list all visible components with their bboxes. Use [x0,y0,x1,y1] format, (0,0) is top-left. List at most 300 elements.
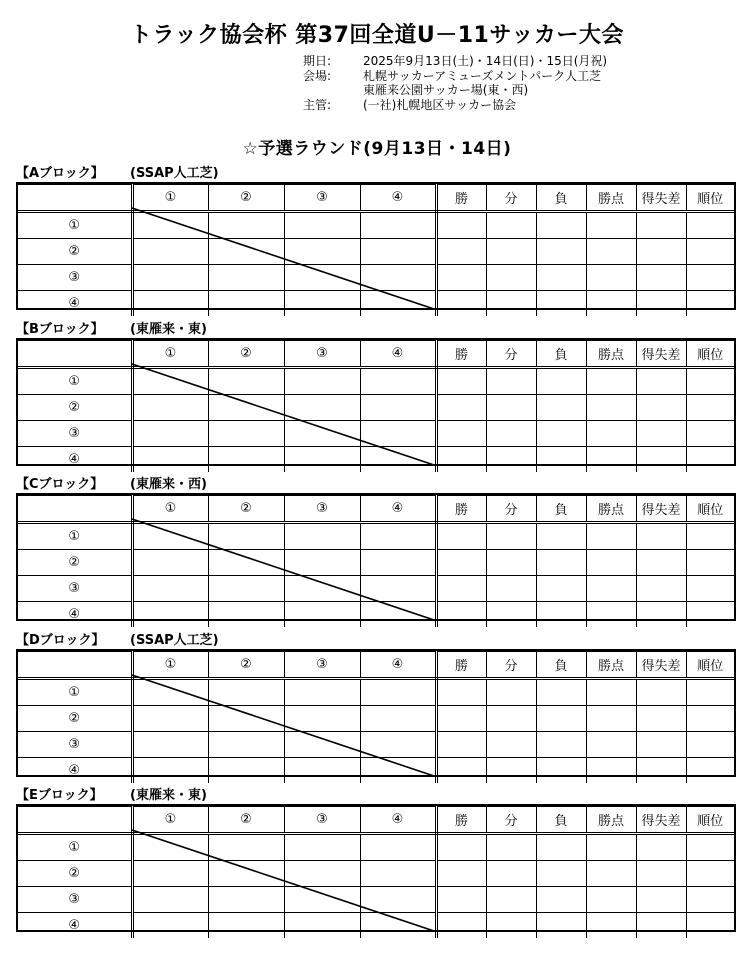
block-header [16,473,207,491]
table-row [18,913,734,939]
match-cell[interactable] [360,212,436,239]
stat-cell[interactable] [636,395,686,421]
team-column-header: ② [208,496,284,523]
match-cell[interactable] [360,887,436,913]
stat-cell[interactable] [586,291,636,317]
stat-cell[interactable] [536,368,586,395]
match-cell[interactable] [284,212,360,239]
match-cell[interactable] [208,706,284,732]
match-cell[interactable] [132,834,208,861]
match-cell[interactable] [208,913,284,939]
match-cell[interactable] [284,758,360,784]
stat-cell[interactable] [486,291,536,317]
table-row [18,447,734,473]
team-column-header: ② [208,185,284,212]
block-name: 【Eブロック】 [16,787,103,803]
stat-cell[interactable] [636,550,686,576]
table-row [18,368,734,395]
stat-cell[interactable] [436,447,486,473]
match-cell[interactable] [284,523,360,550]
stat-column-header: 分 [486,652,536,679]
stat-cell[interactable] [686,887,734,913]
row-label: ③ [18,421,132,447]
stat-cell[interactable] [686,602,734,628]
match-cell[interactable] [132,576,208,602]
match-cell[interactable] [132,265,208,291]
info-value: (一社)札幌地区サッカー協会 [363,97,517,112]
match-cell[interactable] [132,861,208,887]
stat-cell[interactable] [486,913,536,939]
match-cell[interactable] [360,602,436,628]
match-cell[interactable] [132,602,208,628]
table-row [18,706,734,732]
stat-cell[interactable] [436,550,486,576]
stat-cell[interactable] [486,265,536,291]
stat-cell[interactable] [636,887,686,913]
stat-column-header: 勝 [436,807,486,834]
stat-cell[interactable] [436,913,486,939]
stat-cell[interactable] [636,265,686,291]
match-cell[interactable] [360,679,436,706]
stat-column-header: 順位 [686,185,734,212]
table-row [18,212,734,239]
corner-cell [18,185,132,212]
corner-cell [18,807,132,834]
stat-column-header: 負 [536,652,586,679]
stat-cell[interactable] [486,576,536,602]
block-header [16,784,207,802]
stat-column-header: 勝点 [586,341,636,368]
match-cell[interactable] [132,395,208,421]
stat-column-header: 分 [486,807,536,834]
team-column-header: ④ [360,496,436,523]
stat-cell[interactable] [486,758,536,784]
stat-cell[interactable] [486,679,536,706]
stat-cell[interactable] [686,291,734,317]
match-cell[interactable] [208,291,284,317]
match-cell[interactable] [360,291,436,317]
block-header [16,162,219,180]
match-cell[interactable] [132,212,208,239]
stat-cell[interactable] [686,550,734,576]
stat-cell[interactable] [686,576,734,602]
match-cell[interactable] [360,421,436,447]
match-cell[interactable] [208,395,284,421]
info-row-venue [303,69,607,84]
stat-cell[interactable] [536,291,586,317]
match-cell[interactable] [132,550,208,576]
section-title: ☆予選ラウンド(9月13日・14日) [242,139,512,159]
match-cell[interactable] [284,913,360,939]
stat-cell[interactable] [636,421,686,447]
match-cell[interactable] [360,239,436,265]
match-cell[interactable] [208,523,284,550]
table-row [18,523,734,550]
row-label: ② [18,706,132,732]
stat-cell[interactable] [436,602,486,628]
stat-cell[interactable] [686,421,734,447]
stat-cell[interactable] [436,239,486,265]
table-row [18,291,734,317]
match-cell[interactable] [208,758,284,784]
match-cell[interactable] [284,368,360,395]
table-row [18,550,734,576]
team-column-header: ③ [284,185,360,212]
stat-cell[interactable] [586,395,636,421]
stat-cell[interactable] [586,834,636,861]
stat-column-header: 分 [486,496,536,523]
corner-cell [18,341,132,368]
match-cell[interactable] [284,887,360,913]
stat-cell[interactable] [636,732,686,758]
corner-cell [18,496,132,523]
stat-cell[interactable] [486,602,536,628]
stat-cell[interactable] [686,447,734,473]
info-label: 主管: [303,97,332,112]
stat-cell[interactable] [636,758,686,784]
stat-cell[interactable] [486,887,536,913]
match-cell[interactable] [284,291,360,317]
stat-cell[interactable] [586,732,636,758]
stat-cell[interactable] [436,758,486,784]
stat-cell[interactable] [586,913,636,939]
stat-cell[interactable] [536,239,586,265]
block-venue: (東雁来・西) [130,476,207,492]
standings-table [16,338,736,466]
match-cell[interactable] [360,395,436,421]
stat-cell[interactable] [436,887,486,913]
stat-cell[interactable] [486,239,536,265]
standings-table [16,493,736,621]
stat-cell[interactable] [636,679,686,706]
standings-table [16,182,736,310]
stat-cell[interactable] [686,523,734,550]
match-cell[interactable] [208,834,284,861]
row-label: ② [18,239,132,265]
stat-cell[interactable] [636,368,686,395]
team-column-header: ③ [284,496,360,523]
stat-cell[interactable] [486,861,536,887]
table-row [18,602,734,628]
row-label: ① [18,368,132,395]
block-header [16,629,219,647]
match-cell[interactable] [284,421,360,447]
block-header [16,318,207,336]
table-row [18,421,734,447]
match-cell[interactable] [360,576,436,602]
stat-cell[interactable] [436,523,486,550]
match-cell[interactable] [132,447,208,473]
stat-column-header: 勝点 [586,807,636,834]
match-cell[interactable] [284,239,360,265]
row-label: ② [18,395,132,421]
stat-cell[interactable] [686,265,734,291]
match-cell[interactable] [208,602,284,628]
stat-cell[interactable] [536,913,586,939]
stat-cell[interactable] [586,602,636,628]
stat-cell[interactable] [536,732,586,758]
match-cell[interactable] [132,523,208,550]
stat-cell[interactable] [536,395,586,421]
stat-cell[interactable] [486,550,536,576]
stat-cell[interactable] [436,265,486,291]
stat-cell[interactable] [436,421,486,447]
stat-column-header: 勝点 [586,652,636,679]
row-label: ③ [18,732,132,758]
stat-cell[interactable] [486,732,536,758]
stat-cell[interactable] [536,447,586,473]
table-row [18,887,734,913]
row-label: ④ [18,602,132,628]
stat-column-header: 勝 [436,341,486,368]
stat-column-header: 分 [486,341,536,368]
team-column-header: ④ [360,652,436,679]
team-column-header: ① [132,652,208,679]
table-row [18,395,734,421]
match-cell[interactable] [132,239,208,265]
stat-cell[interactable] [536,421,586,447]
stat-cell[interactable] [586,239,636,265]
block-venue: (東雁来・東) [130,321,207,337]
stat-column-header: 得失差 [636,341,686,368]
team-column-header: ③ [284,652,360,679]
stat-cell[interactable] [536,602,586,628]
match-cell[interactable] [132,291,208,317]
match-cell[interactable] [360,834,436,861]
stat-cell[interactable] [486,447,536,473]
info-value: 2025年9月13日(土)・14日(日)・15日(月祝) [363,54,608,68]
standings-table [16,804,736,932]
match-cell[interactable] [360,758,436,784]
table-row [18,758,734,784]
match-cell[interactable] [132,368,208,395]
stat-cell[interactable] [486,706,536,732]
info-row-date [303,54,607,69]
match-cell[interactable] [284,576,360,602]
stat-cell[interactable] [686,212,734,239]
team-column-header: ② [208,807,284,834]
match-cell[interactable] [132,887,208,913]
match-cell[interactable] [284,732,360,758]
team-column-header: ④ [360,807,436,834]
team-column-header: ① [132,807,208,834]
match-cell[interactable] [208,212,284,239]
stat-cell[interactable] [436,706,486,732]
stat-column-header: 勝 [436,185,486,212]
stat-column-header: 得失差 [636,185,686,212]
stat-column-header: 負 [536,341,586,368]
stat-cell[interactable] [586,523,636,550]
stat-cell[interactable] [536,576,586,602]
stat-cell[interactable] [636,913,686,939]
stat-cell[interactable] [436,861,486,887]
table-header-row [18,341,734,368]
stat-column-header: 負 [536,496,586,523]
info-row-venue-2 [303,83,607,98]
match-cell[interactable] [284,679,360,706]
row-label: ① [18,679,132,706]
stat-column-header: 勝 [436,496,486,523]
match-cell[interactable] [360,523,436,550]
block-name: 【Cブロック】 [16,476,104,492]
stat-cell[interactable] [536,550,586,576]
team-column-header: ② [208,341,284,368]
stat-cell[interactable] [586,421,636,447]
stat-column-header: 勝点 [586,496,636,523]
match-cell[interactable] [208,447,284,473]
row-label: ② [18,550,132,576]
stat-cell[interactable] [486,834,536,861]
stat-cell[interactable] [536,887,586,913]
stat-cell[interactable] [486,523,536,550]
match-cell[interactable] [208,421,284,447]
match-cell[interactable] [132,732,208,758]
stat-column-header: 順位 [686,341,734,368]
match-cell[interactable] [360,861,436,887]
match-cell[interactable] [284,447,360,473]
stat-cell[interactable] [686,706,734,732]
block-name: 【Dブロック】 [16,632,105,648]
match-cell[interactable] [284,395,360,421]
match-cell[interactable] [360,550,436,576]
stat-cell[interactable] [436,679,486,706]
stat-cell[interactable] [686,395,734,421]
stat-cell[interactable] [686,913,734,939]
stat-cell[interactable] [436,732,486,758]
match-cell[interactable] [132,679,208,706]
stat-cell[interactable] [586,576,636,602]
match-cell[interactable] [284,550,360,576]
match-cell[interactable] [208,861,284,887]
match-cell[interactable] [132,758,208,784]
stat-cell[interactable] [586,679,636,706]
row-label: ① [18,523,132,550]
row-label: ④ [18,291,132,317]
stat-cell[interactable] [686,758,734,784]
stat-cell[interactable] [436,291,486,317]
match-cell[interactable] [208,368,284,395]
stat-cell[interactable] [536,834,586,861]
row-label: ① [18,834,132,861]
stat-cell[interactable] [636,861,686,887]
stat-cell[interactable] [686,732,734,758]
stat-cell[interactable] [686,239,734,265]
stat-cell[interactable] [586,368,636,395]
match-cell[interactable] [208,732,284,758]
table-row [18,239,734,265]
stat-cell[interactable] [636,834,686,861]
match-cell[interactable] [208,239,284,265]
stat-cell[interactable] [586,861,636,887]
match-cell[interactable] [208,576,284,602]
match-cell[interactable] [360,732,436,758]
stat-cell[interactable] [436,834,486,861]
block-name: 【Aブロック】 [16,165,104,181]
match-cell[interactable] [360,368,436,395]
stat-cell[interactable] [586,758,636,784]
table-row [18,679,734,706]
stat-cell[interactable] [486,395,536,421]
stat-cell[interactable] [686,861,734,887]
match-cell[interactable] [132,706,208,732]
stat-cell[interactable] [686,679,734,706]
stat-column-header: 順位 [686,496,734,523]
match-cell[interactable] [360,447,436,473]
stat-cell[interactable] [636,576,686,602]
match-cell[interactable] [284,861,360,887]
stat-column-header: 順位 [686,652,734,679]
match-cell[interactable] [284,834,360,861]
stat-cell[interactable] [636,447,686,473]
match-cell[interactable] [208,550,284,576]
stat-cell[interactable] [486,421,536,447]
event-info [303,54,607,112]
stat-cell[interactable] [686,834,734,861]
match-cell[interactable] [360,706,436,732]
stat-cell[interactable] [486,212,536,239]
block-name: 【Bブロック】 [16,321,104,337]
match-cell[interactable] [132,421,208,447]
match-cell[interactable] [360,265,436,291]
team-column-header: ③ [284,341,360,368]
table-row [18,861,734,887]
stat-cell[interactable] [536,861,586,887]
table-header-row [18,807,734,834]
row-label: ③ [18,265,132,291]
stat-cell[interactable] [436,368,486,395]
page-title: トラック協会杯 第37回全道U－11サッカー大会 [130,23,624,48]
stat-cell[interactable] [636,602,686,628]
stat-cell[interactable] [636,212,686,239]
match-cell[interactable] [284,706,360,732]
stat-cell[interactable] [486,368,536,395]
stat-cell[interactable] [586,706,636,732]
stat-cell[interactable] [586,887,636,913]
match-cell[interactable] [132,913,208,939]
table-row [18,576,734,602]
stat-cell[interactable] [586,212,636,239]
team-column-header: ① [132,185,208,212]
stat-cell[interactable] [536,679,586,706]
match-cell[interactable] [284,602,360,628]
match-cell[interactable] [284,265,360,291]
match-cell[interactable] [360,913,436,939]
stat-cell[interactable] [536,706,586,732]
stat-cell[interactable] [436,576,486,602]
stat-cell[interactable] [436,395,486,421]
stat-cell[interactable] [536,212,586,239]
stat-cell[interactable] [636,706,686,732]
stat-cell[interactable] [636,239,686,265]
stat-cell[interactable] [536,523,586,550]
stat-cell[interactable] [536,758,586,784]
match-cell[interactable] [208,887,284,913]
stat-cell[interactable] [636,523,686,550]
stat-cell[interactable] [586,550,636,576]
stat-cell[interactable] [536,265,586,291]
stat-cell[interactable] [636,291,686,317]
row-label: ③ [18,887,132,913]
info-row-organizer [303,98,607,113]
match-cell[interactable] [208,265,284,291]
stat-cell[interactable] [686,368,734,395]
match-cell[interactable] [208,679,284,706]
stat-cell[interactable] [436,212,486,239]
stat-cell[interactable] [586,265,636,291]
stat-cell[interactable] [586,447,636,473]
block-venue: (SSAP人工芝) [130,165,219,181]
stat-column-header: 分 [486,185,536,212]
